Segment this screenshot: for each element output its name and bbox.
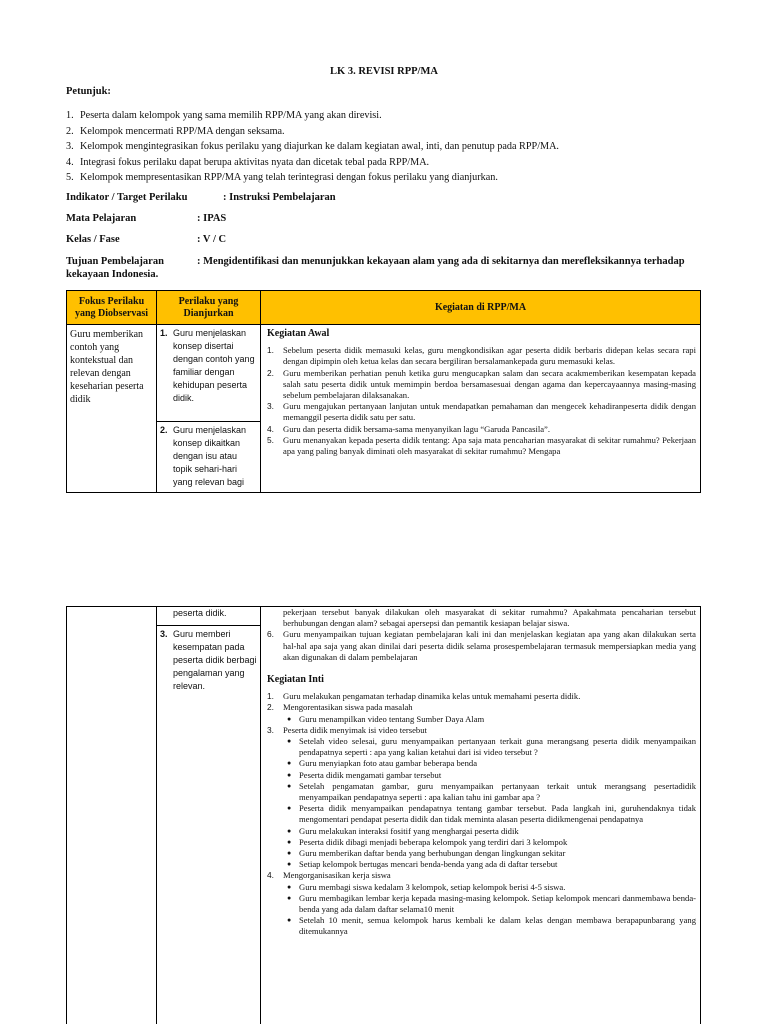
bullet-icon: ● — [287, 916, 292, 925]
bullet-item: ● Setelah pengamatan gambar, guru menyampaikan pertanyaan terkait untuk merangsang pesertadidik menyampaikan pendapatnya seperti : apa kalian tahu ini gambar apa ? — [287, 780, 696, 803]
fokus-perilaku-cell: Guru memberikan contoh yang kontekstual dan relevan dengan keseharian peserta didik — [67, 325, 157, 493]
bullet-item: ● Peserta didik dibagi menjadi beberapa kelompok yang terdiri dari 3 kelompok — [287, 836, 568, 847]
bullet-item: ● Peserta didik menyampaikan pendapatnya tentang gambar tersebut. Pada langkah ini, guruhendaknya tidak mengomentari pendapat peserta didik dan tidak meminta alasan peserta didikmengenai pendapatnya — [287, 803, 696, 825]
rpp-table-page-1 — [66, 290, 701, 493]
kegiatan-cell — [261, 607, 701, 1024]
petunjuk-item: 3. Kelompok mengintegrasikan fokus perilaku yang diajurkan ke dalam kegiatan awal, inti, dan penutup pada RPP/MA. — [66, 141, 559, 152]
petunjuk-item: 5. Kelompok mempresentasikan RPP/MA yang telah terintegrasi dengan fokus perilaku yang dianjurkan. — [66, 172, 498, 183]
bullet-icon: ● — [287, 860, 292, 869]
meta-tujuan: Tujuan Pembelajaran : Mengidentifikasi dan menunjukkan kekayaan alam yang ada di sekitarnya dan merefleksikannya terhadap kekayaan Indonesia. — [66, 256, 685, 280]
petunjuk-item: 4. Integrasi fokus perilaku dapat berupa aktivitas nyata dan dicetak tebal pada RPP/MA. — [66, 156, 430, 168]
rpp-table-page-2 — [66, 606, 701, 1024]
bullet-item: ● Setiap kelompok bertugas mencari benda-benda yang ada di daftar tersebut — [287, 859, 558, 870]
bullet-item: ● Guru membagikan lembar kerja kepada masing-masing kelompok. Setiap kelompok mencari danmembawa benda-benda yang ada dalam daftar selama10 menit — [287, 892, 696, 915]
kegiatan-awal-title: Kegiatan Awal — [267, 328, 330, 339]
petunjuk-label: Petunjuk: — [66, 86, 111, 97]
bullet-item: ● Guru memberikan daftar benda yang berhubungan dengan lingkungan sekitar — [287, 848, 566, 859]
bullet-item: ● Peserta didik mengamati gambar tersebut — [287, 769, 442, 780]
petunjuk-item: 2. Kelompok mencermati RPP/MA dengan seksama. — [66, 125, 285, 137]
bullet-icon: ● — [287, 882, 292, 891]
list-item: 4. Guru dan peserta didik bersama-sama menyanyikan lagu “Garuda Pancasila”. — [267, 423, 551, 434]
bullet-item: ● Guru melakukan interaksi fositif yang menghargai peserta didik — [287, 825, 519, 836]
perilaku-cell — [157, 325, 261, 493]
bullet-item: ● Guru menampilkan video tentang Sumber Daya Alam — [287, 713, 485, 724]
list-item: 2. Guru memberikan perhatian penuh ketika guru mengucapkan salam dan secara acakmemberikan kesempatan kepada salah satu peserta didik untuk memimpin berdoa bersamasesuai dengan agama dan kepercayaannya masing-masing sebelum pembelajaran dilaksanakan. — [267, 367, 696, 401]
kegiatan-inti-list — [267, 691, 696, 713]
header-perilaku: Perilaku yang Dianjurkan — [157, 291, 261, 325]
list-item: 1. Sebelum peserta didik memasuki kelas, guru mengkondisikan agar peserta didik berbaris didepan kelas secara rapi dengan dipimpin oleh ketua kelas dan secara bergiliran bersalamankepada guru memasuki kelas. — [267, 345, 696, 367]
bullet-icon: ● — [287, 893, 292, 902]
document-title: LK 3. REVISI RPP/MA — [330, 66, 438, 77]
header-kegiatan: Kegiatan di RPP/MA — [261, 291, 701, 325]
list-item: 6. Guru menyampaikan tujuan kegiatan pembelajaran kali ini dan menjelaskan kegiatan apa yang akan dilakukan serta hal-hal apa saja yang akan dinilai dari peserta didik selama prosespembelajaran termasuk mempersiapkan media yang akan digunakan di dalam pembelajaran — [267, 629, 696, 662]
bullet-icon: ● — [287, 770, 292, 779]
perilaku-item: 3. Guru memberi kesempatan pada peserta didik berbagi pengalaman yang relevan. — [157, 625, 260, 696]
bullet-icon: ● — [287, 714, 292, 723]
petunjuk-item: 1. Peserta dalam kelompok yang sama memilih RPP/MA yang akan direvisi. — [66, 110, 382, 121]
kegiatan-inti-title: Kegiatan Inti — [267, 674, 324, 686]
list-item: 1. Guru melakukan pengamatan terhadap dinamika kelas untuk memahami peserta didik. — [267, 691, 581, 702]
kegiatan-awal-list — [267, 345, 696, 457]
bullet-item: ● Setelah 10 menit, semua kelompok harus kembali ke dalam kelas dengan membawa berapapunbarang yang ditemukannya — [287, 915, 696, 937]
bullet-icon: ● — [287, 781, 292, 790]
petunjuk-list — [66, 108, 706, 186]
inti-2-bullets — [267, 714, 696, 725]
perilaku-item-cont: peserta didik. — [173, 608, 227, 618]
bullet-icon: ● — [287, 804, 292, 813]
list-item: 2. Mengorentasikan siswa pada masalah — [267, 702, 413, 713]
list-item: 3. Peserta didik menyimak isi video tersebut — [267, 724, 427, 735]
header-fokus: Fokus Perilaku yang Diobservasi — [67, 291, 157, 325]
perilaku-cell — [157, 607, 261, 1024]
bullet-icon: ● — [287, 737, 292, 746]
kegiatan-awal-list-cont — [267, 629, 696, 663]
inti-3-bullets — [267, 736, 696, 870]
fokus-perilaku-cell — [67, 607, 157, 1024]
kegiatan-awal-cont: pekerjaan tersebut banyak dilakukan oleh masyarakat di sekitar rumahmu? Apakahmata pencaharian tersebut berhubungan dengan alam? sebagai apersepsi dan pemantik kesiapan belajar siswa. — [283, 607, 696, 629]
bullet-icon: ● — [287, 849, 292, 858]
inti-4-bullets — [267, 882, 696, 938]
perilaku-item: 2. Guru menjelaskan konsep dikaitkan dengan isu atau topik sehari-hari yang relevan bagi — [157, 421, 260, 492]
bullet-item: ● Guru membagi siswa kedalam 3 kelompok, setiap kelompok berisi 4-5 siswa. — [287, 881, 566, 892]
bullet-icon: ● — [287, 837, 292, 846]
bullet-icon: ● — [287, 826, 292, 835]
kegiatan-cell — [261, 325, 701, 493]
list-item: 3. Guru mengajukan pertanyaan lanjutan untuk mendapatkan pemahaman dan mengecek kehadiranpeserta didik dengan memanggil peserta didik satu per satu. — [267, 401, 696, 423]
bullet-icon: ● — [287, 759, 292, 768]
bullet-item: ● Setelah video selesai, guru menyampaikan pertanyaan terkait guna merangsang peserta didik menyampaikan pendapatnya seperti : apa yang kalian ketahui dari isi video tersebut ? — [287, 736, 696, 758]
list-item: 4. Mengorganisasikan kerja siswa — [267, 870, 391, 881]
list-item: 5. Guru menanyakan kepada peserta didik tentang: Apa saja mata pencaharian masyarakat di sekitar rumahmu? Pekerjaan apa yang paling banyak diminati oleh masyarakat di sekitar rumahmu? Mengapa — [267, 434, 696, 457]
bullet-item: ● Guru menyiapkan foto atau gambar beberapa benda — [287, 758, 478, 769]
perilaku-item: 1. Guru menjelaskan konsep disertai dengan contoh yang familiar dengan kehidupan peserta didik. — [160, 328, 255, 403]
